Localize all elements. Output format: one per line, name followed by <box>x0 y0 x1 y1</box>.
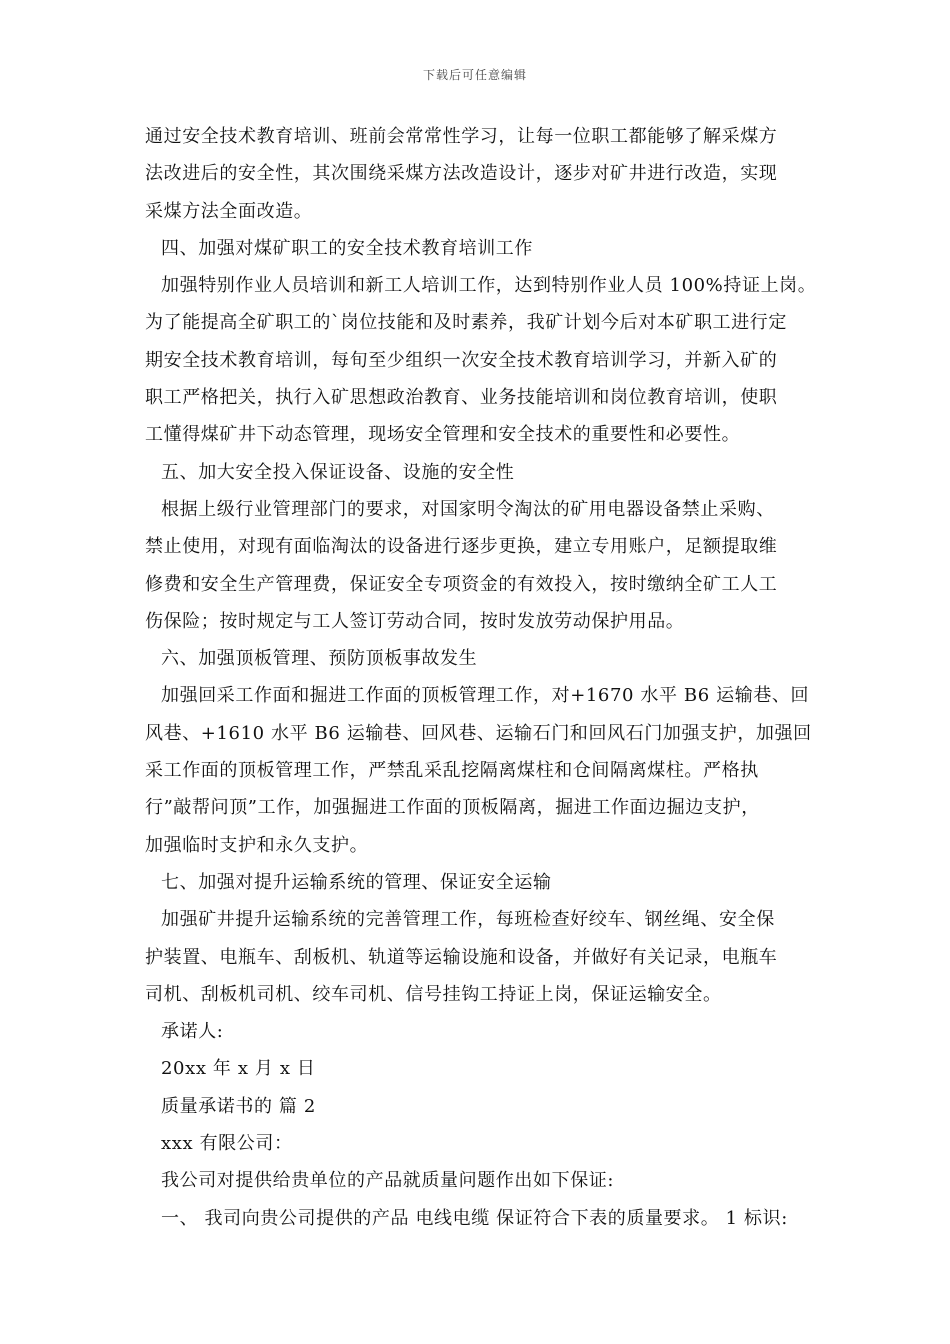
text-line: 护装置、电瓶车、刮板机、轨道等运输设施和设备，并做好有关记录，电瓶车 <box>145 946 778 968</box>
text-line: 采煤方法全面改造。 <box>145 200 313 222</box>
text-line: 加强特别作业人员培训和新工人培训工作，达到特别作业人员 100%持证上岗。 <box>161 275 817 297</box>
text-line: 期安全技术教育培训，每旬至少组织一次安全技术教育培训学习，并新入矿的 <box>145 349 778 371</box>
text-line: 采工作面的顶板管理工作，严禁乱采乱挖隔离煤柱和仓间隔离煤柱。严格执 <box>145 760 759 782</box>
text-line: 风巷、+1610 水平 B6 运输巷、回风巷、运输石门和回风石门加强支护，加强回 <box>145 722 812 744</box>
document-body <box>145 118 817 1237</box>
text-line: xxx 有限公司： <box>161 1133 293 1155</box>
text-line: 职工严格把关，执行入矿思想政治教育、业务技能培训和岗位教育培训，使职 <box>145 387 778 409</box>
text-line: 为了能提高全矿职工的`岗位技能和及时素养，我矿计划今后对本矿职工进行定 <box>145 312 787 334</box>
text-line: 禁止使用，对现有面临淘汰的设备进行逐步更换，建立专用账户，足额提取维 <box>145 536 778 558</box>
text-line: 20xx 年 x 月 x 日 <box>161 1058 316 1080</box>
text-line: 法改进后的安全性，其次围绕采煤方法改造设计，逐步对矿井进行改造，实现 <box>145 163 778 185</box>
text-line: 加强临时支护和永久支护。 <box>145 834 369 856</box>
text-line: 根据上级行业管理部门的要求，对国家明令淘汰的矿用电器设备禁止采购、 <box>161 498 775 520</box>
text-line: 七、加强对提升运输系统的管理、保证安全运输 <box>161 871 552 893</box>
text-line: 加强回采工作面和掘进工作面的顶板管理工作，对+1670 水平 B6 运输巷、回 <box>161 685 810 707</box>
text-line: 行”敲帮问顶”工作，加强掘进工作面的顶板隔离，掘进工作面边掘边支护， <box>145 797 760 819</box>
text-line: 司机、刮板机司机、绞车司机、信号挂钩工持证上岗，保证运输安全。 <box>145 983 722 1005</box>
text-line: 通过安全技术教育培训、班前会常常性学习，让每一位职工都能够了解采煤方 <box>145 126 778 147</box>
text-line: 伤保险；按时规定与工人签订劳动合同，按时发放劳动保护用品。 <box>145 610 685 632</box>
page-header: 下载后可任意编辑 <box>422 68 527 82</box>
text-line: 质量承诺书的 篇 2 <box>161 1095 316 1117</box>
text-line: 六、加强顶板管理、预防顶板事故发生 <box>161 648 478 670</box>
text-line: 修费和安全生产管理费，保证安全专项资金的有效投入，按时缴纳全矿工人工 <box>145 573 778 595</box>
text-line: 加强矿井提升运输系统的完善管理工作，每班检查好绞车、钢丝绳、安全保 <box>161 909 775 931</box>
text-line: 工懂得煤矿井下动态管理，现场安全管理和安全技术的重要性和必要性。 <box>145 424 741 446</box>
text-line: 五、加大安全投入保证设备、设施的安全性 <box>161 461 515 483</box>
text-line: 承诺人: <box>161 1021 224 1043</box>
text-line: 四、加强对煤矿职工的安全技术教育培训工作 <box>161 237 533 259</box>
text-line: 我公司对提供给贵单位的产品就质量问题作出如下保证: <box>161 1170 615 1192</box>
text-line: 一、 我司向贵公司提供的产品 电线电缆 保证符合下表的质量要求。 1 标识: <box>161 1207 788 1229</box>
